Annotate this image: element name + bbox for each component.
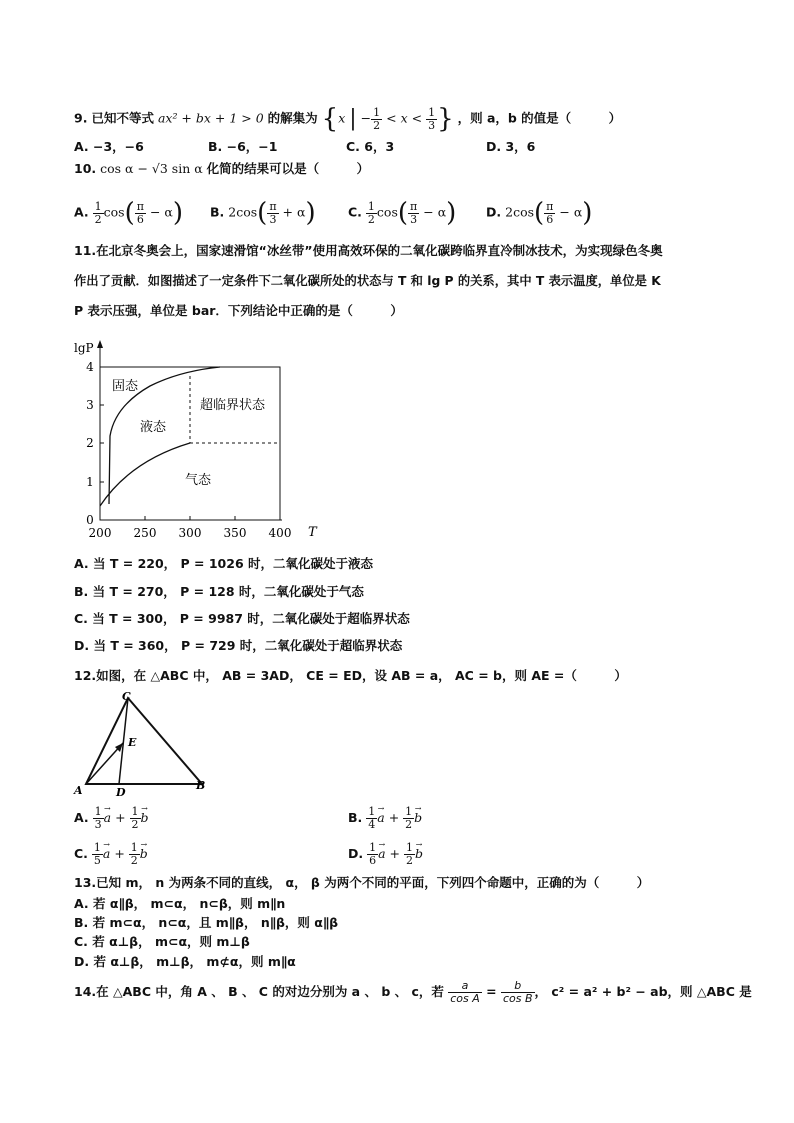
y-tick: 0 [86, 513, 94, 527]
stem-text: 如图，在 △ABC 中， AB = 3AD， CE = ED，设 AB = a， AC = b，则 AE =（ ） [96, 668, 627, 683]
label-e: E [128, 736, 137, 749]
label-a: A [74, 784, 83, 797]
gas-liquid-curve [100, 443, 190, 506]
region-supercritical: 超临界状态 [200, 398, 266, 413]
option-b[interactable]: B. $\frac{1}{4}$ → a + $\frac{1}{2}$ → b [348, 806, 422, 831]
y-tick: 1 [86, 475, 94, 489]
segment-cd [119, 698, 128, 784]
y-tick: 3 [86, 398, 94, 412]
option-c[interactable]: C. 当 T = 300， P = 9987 时，二氧化碳处于超临界状态 [74, 611, 410, 626]
option-c[interactable]: C. 6，3 [346, 139, 395, 154]
option-d[interactable]: D. $\frac{1}{6}$ → a + $\frac{1}{2}$ → b [348, 842, 423, 867]
region-gas: 气态 [185, 473, 212, 488]
option-b[interactable]: B. 2cos( $\frac{\pi}{3}$ + α) [210, 198, 316, 228]
label-b: B [196, 779, 206, 792]
question-10 [74, 160, 369, 178]
question-number: 13. [74, 875, 97, 890]
stem-text: 化简的结果可以是（ ） [206, 161, 370, 176]
y-axis-label: lgP [74, 341, 94, 355]
question-number: 12. [74, 668, 97, 683]
question-11 [74, 242, 663, 260]
fraction: $\frac{1}{2}$ [373, 105, 381, 132]
stem-text: 已知不等式 [91, 110, 154, 126]
option-d[interactable]: D. 若 α⊥β， m⊥β， m⊄α，则 m∥α [74, 954, 296, 969]
question-14: 14.在 △ABC 中，角 A 、 B 、 C 的对边分别为 a 、 b 、 c，若 $\frac{a}{\text{cos A}}$ = $\frac{b}{\text{cos B}}$ ， c² = a² + b² − ab，则 △ABC 是 [74, 979, 752, 1005]
fraction: $\frac{b}{\text{cos B}}$ [502, 979, 533, 1005]
label-c: C [122, 690, 131, 703]
option-b[interactable]: B. 若 m⊂α， n⊂α，且 m∥β， n∥β，则 α∥β [74, 915, 339, 930]
question-13 [74, 874, 649, 892]
option-b[interactable]: B. 当 T = 270， P = 128 时，二氧化碳处于气态 [74, 584, 364, 599]
option-d[interactable]: D. 2cos( $\frac{\pi}{6}$ − α) [486, 198, 593, 228]
label-d: D [116, 786, 126, 799]
stem-line-2: 作出了贡献．如图描述了一定条件下二氧化碳所处的状态与 T 和 lg P 的关系，其中 T 表示温度，单位是 K [74, 274, 661, 288]
option-a[interactable]: A. 当 T = 220， P = 1026 时，二氧化碳处于液态 [74, 556, 373, 571]
stem-line-3: P 表示压强，单位是 bar．下列结论中正确的是（ ） [74, 303, 403, 318]
option-d[interactable]: D. 3，6 [486, 139, 536, 154]
question-12 [74, 667, 627, 685]
phase-diagram [70, 336, 340, 546]
question-number: 14. [74, 984, 97, 999]
option-a[interactable]: A. −3，−6 [74, 139, 144, 154]
stem-text: 的解集为 [267, 110, 318, 126]
stem-text: ， c² = a² + b² − ab，则 △ABC 是 [534, 984, 752, 999]
triangle-figure [70, 688, 210, 800]
option-c[interactable]: C. $\frac{1}{2}$ cos( $\frac{\pi}{3}$ − α) [348, 198, 457, 228]
region-liquid: 液态 [140, 420, 167, 435]
option-c[interactable]: C. 若 α⊥β， m⊂α，则 m⊥β [74, 934, 250, 949]
fraction: $\frac{1}{3}$ [428, 105, 436, 132]
x-tick: 200 [88, 526, 112, 540]
x-ticks [89, 526, 292, 540]
x-axis-label: T [308, 525, 317, 540]
stem-line-1: 在北京冬奥会上，国家速滑馆“冰丝带”使用高效环保的二氧化碳跨临界直冷制冰技术，为实现绿色冬奥 [96, 243, 663, 258]
expression: cos α − √3 sin α [100, 161, 203, 176]
x-tick: 350 [223, 526, 247, 540]
question-number: 9. [74, 110, 88, 126]
x-tick: 250 [133, 526, 157, 540]
x-tick: 400 [268, 526, 292, 540]
region-solid: 固态 [112, 379, 139, 394]
inequality: ax² + bx + 1 > 0 [157, 110, 264, 126]
option-b[interactable]: B. −6，−1 [208, 139, 278, 154]
stem-text: 已知 m， n 为两条不同的直线， α， β 为两个不同的平面，下列四个命题中，正确的为（ ） [96, 875, 650, 890]
y-axis-arrow [97, 340, 103, 348]
option-a[interactable]: A. $\frac{1}{3}$ → a + $\frac{1}{2}$ → b [74, 806, 149, 831]
option-a[interactable]: A. $\frac{1}{2}$ cos( $\frac{\pi}{6}$ − α) [74, 198, 184, 228]
option-c[interactable]: C. $\frac{1}{5}$ → a + $\frac{1}{2}$ → b [74, 842, 148, 867]
y-tick: 2 [86, 436, 94, 450]
triangle-abc [86, 698, 202, 784]
y-ticks [86, 360, 94, 527]
stem-text: ，则 a，b 的值是（ ） [457, 110, 622, 126]
question-number: 11. [74, 243, 97, 258]
y-tick: 4 [86, 360, 94, 374]
stem-text: 在 △ABC 中，角 A 、 B 、 C 的对边分别为 a 、 b 、 c，若 [96, 984, 444, 999]
question-9: 9. 已知不等式 ax² + bx + 1 > 0 的解集为 {x | − $\frac{1}{2}$ < x < $\frac{1}{3}$ } ，则 a，b 的值是（ ） [74, 104, 622, 134]
option-d[interactable]: D. 当 T = 360， P = 729 时，二氧化碳处于超临界状态 [74, 638, 403, 653]
option-a[interactable]: A. 若 α∥β， m⊂α， n⊂β，则 m∥n [74, 896, 286, 911]
question-number: 10. [74, 161, 97, 176]
fraction: $\frac{a}{\text{cos A}}$ [450, 979, 480, 1005]
x-tick: 300 [178, 526, 202, 540]
